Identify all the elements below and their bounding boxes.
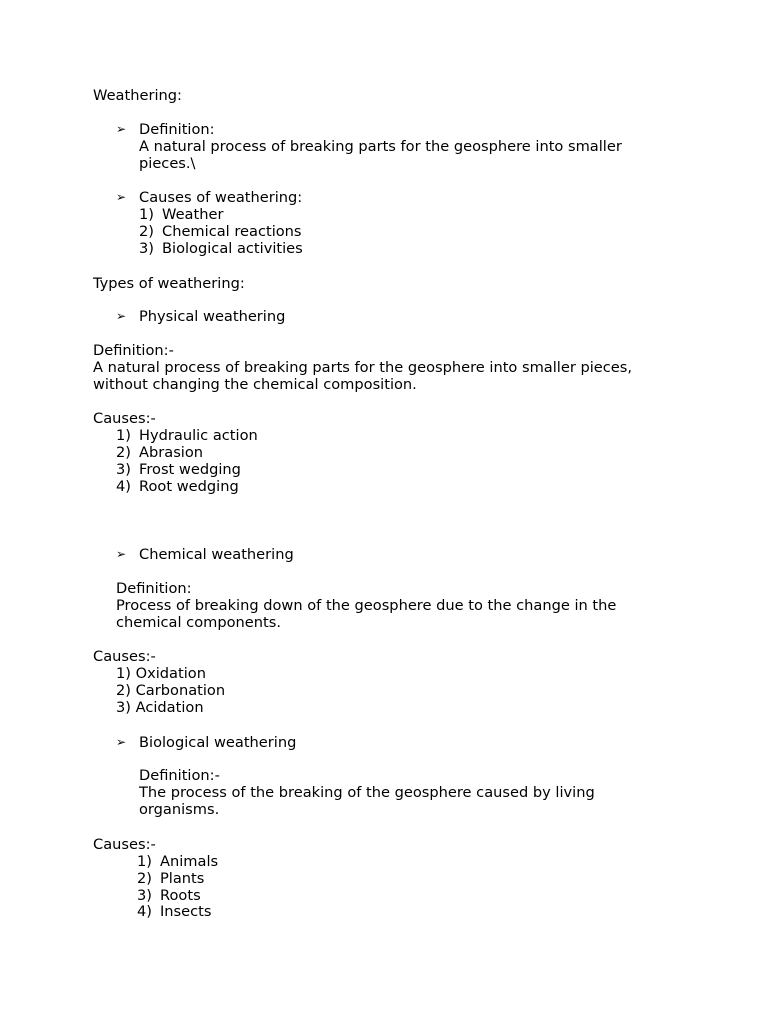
list-item: Biological activities — [162, 240, 303, 257]
biological-definition-text: The process of the breaking of the geosphere caused by living — [139, 784, 595, 801]
arrow-bullet-icon: ➢ — [116, 190, 127, 204]
physical-heading: Physical weathering — [139, 308, 286, 325]
list-item: Abrasion — [139, 444, 204, 461]
list-item: Animals — [160, 853, 219, 870]
chemical-definition-label: Definition: — [116, 580, 192, 597]
arrow-bullet-icon: ➢ — [116, 309, 127, 323]
list-number: 1) — [137, 853, 152, 870]
arrow-bullet-icon: ➢ — [116, 547, 127, 561]
list-item: Chemical reactions — [162, 223, 302, 240]
intro-definition-label: Definition: — [139, 121, 215, 138]
biological-causes-label: Causes:- — [93, 836, 156, 853]
arrow-bullet-icon: ➢ — [116, 735, 127, 749]
chemical-definition-text: chemical components. — [116, 614, 281, 631]
arrow-bullet-icon: ➢ — [116, 122, 127, 136]
list-number: 2) — [137, 870, 152, 887]
list-item: Plants — [160, 870, 205, 887]
list-number: 3) — [139, 240, 154, 257]
physical-definition-text: A natural process of breaking parts for the geosphere into smaller pieces, — [93, 359, 633, 376]
intro-definition-text: A natural process of breaking parts for the geosphere into smaller — [139, 138, 622, 155]
list-item: 3) Acidation — [116, 699, 204, 716]
list-number: 2) — [139, 223, 154, 240]
list-number: 1) — [116, 427, 131, 444]
physical-definition-text: without changing the chemical composition. — [93, 376, 417, 393]
chemical-heading: Chemical weathering — [139, 546, 294, 563]
list-item: Insects — [160, 903, 212, 920]
biological-definition-label: Definition:- — [139, 767, 220, 784]
list-item: Weather — [162, 206, 224, 223]
list-number: 3) — [137, 887, 152, 904]
list-item: 2) Carbonation — [116, 682, 226, 699]
types-title: Types of weathering: — [93, 275, 245, 292]
list-item: Root wedging — [139, 478, 239, 495]
list-item: Frost wedging — [139, 461, 241, 478]
physical-definition-label: Definition:- — [93, 342, 174, 359]
list-number: 2) — [116, 444, 131, 461]
biological-heading: Biological weathering — [139, 734, 297, 751]
chemical-causes-label: Causes:- — [93, 648, 156, 665]
biological-definition-text: organisms. — [139, 801, 220, 818]
list-number: 1) — [139, 206, 154, 223]
list-number: 3) — [116, 461, 131, 478]
document-title: Weathering: — [93, 87, 182, 104]
list-item: Roots — [160, 887, 201, 904]
chemical-definition-text: Process of breaking down of the geosphere due to the change in the — [116, 597, 617, 614]
physical-causes-label: Causes:- — [93, 410, 156, 427]
list-number: 4) — [137, 903, 152, 920]
intro-causes-label: Causes of weathering: — [139, 189, 303, 206]
list-item: 1) Oxidation — [116, 665, 206, 682]
intro-definition-text: pieces.\ — [139, 155, 196, 172]
list-number: 4) — [116, 478, 131, 495]
list-item: Hydraulic action — [139, 427, 258, 444]
